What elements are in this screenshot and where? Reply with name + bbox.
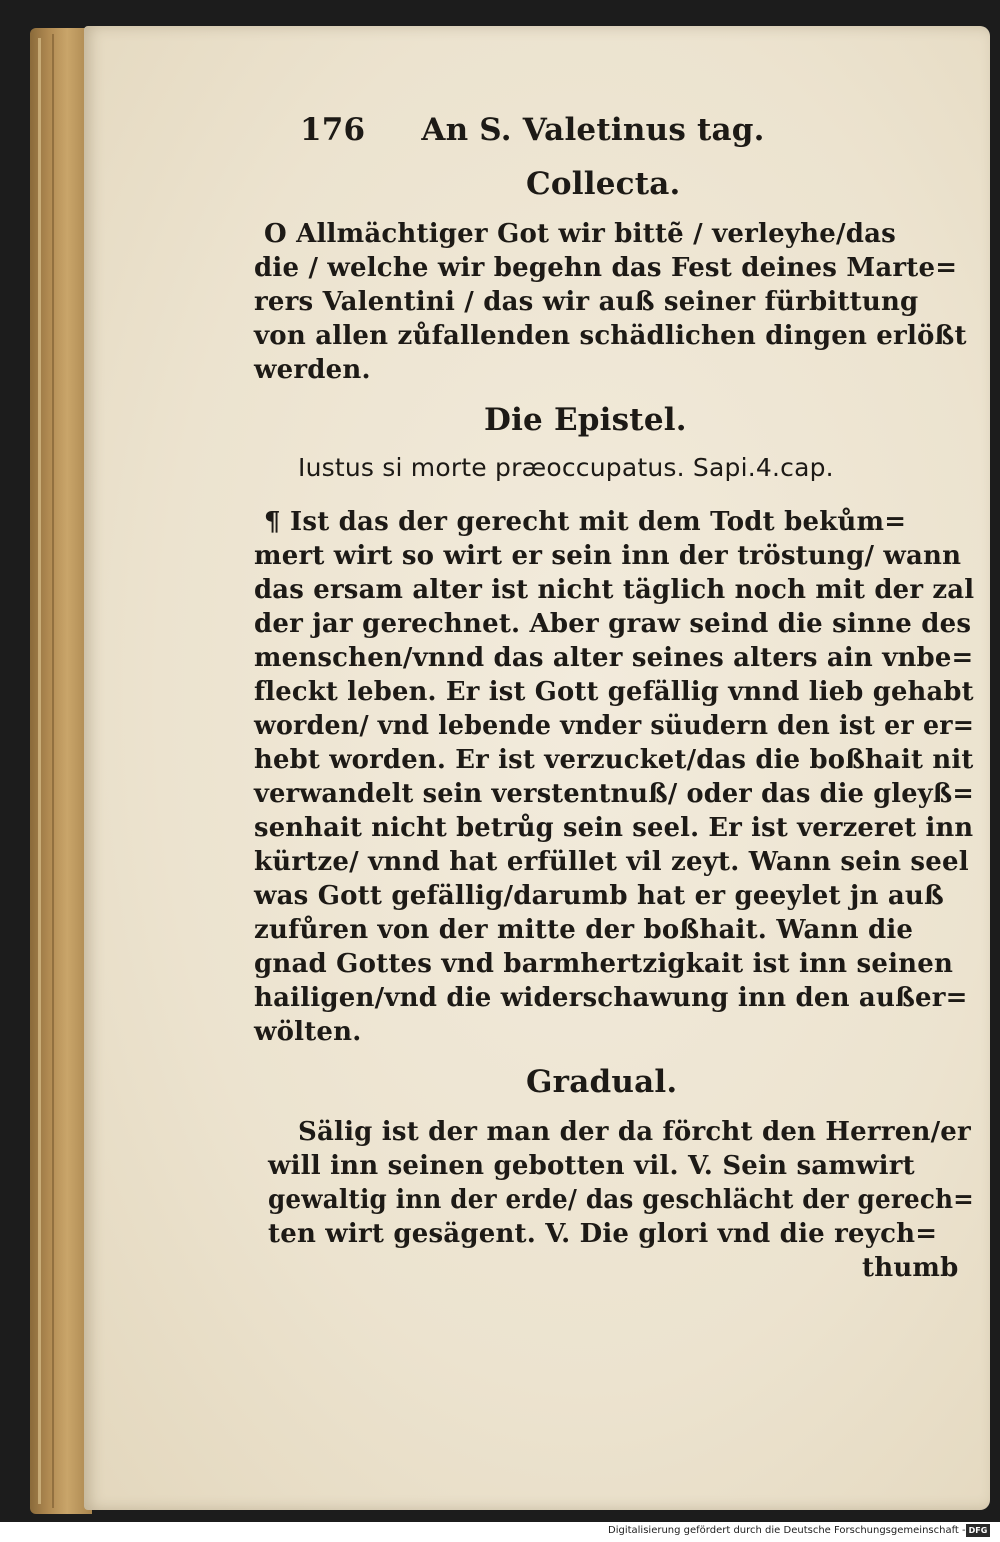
collecta-line: O Allmächtiger Got wir bittẽ / verleyhe/das — [264, 219, 896, 249]
epistel-line: verwandelt sein verstentnuß/ oder das die gleyß= — [254, 779, 975, 809]
epistel-reference: Iustus si morte præoccupatus. Sapi.4.cap. — [298, 453, 834, 482]
dfg-logo: DFG — [966, 1524, 990, 1537]
epistel-line: hailigen/vnd die widerschawung inn den außer= — [254, 983, 968, 1013]
catchword: thumb — [862, 1253, 959, 1283]
collecta-line: rers Valentini / das wir auß seiner fürbittung — [254, 287, 919, 317]
epistel-line: worden/ vnd lebende vnder süudern den ist er er= — [254, 711, 975, 741]
running-head — [300, 114, 765, 146]
epistel-line: ¶ Ist das der gerecht mit dem Todt bekům= — [264, 507, 907, 537]
epistel-line: das ersam alter ist nicht täglich noch mit der zal — [254, 575, 975, 605]
digitization-credit: Digitalisierung gefördert durch die Deutsche Forschungsgemeinschaft - — [608, 1525, 966, 1536]
epistel-line: hebt worden. Er ist verzucket/das die boßhait nit — [254, 745, 974, 775]
epistel-line: zufůren von der mitte der boßhait. Wann die — [254, 915, 914, 945]
section-heading-epistel: Die Epistel. — [484, 402, 687, 438]
epistel-line: der jar gerechnet. Aber graw seind die sinne des — [254, 609, 972, 639]
page-number: 176 — [300, 112, 366, 148]
gradual-line: gewaltig inn der erde/ das geschlächt der gerech= — [268, 1185, 975, 1215]
epistel-line: wölten. — [254, 1017, 362, 1047]
gradual-line: ten wirt gesägent. V. Die glori vnd die reych= — [268, 1219, 938, 1249]
epistel-line: gnad Gottes vnd barmhertzigkait ist inn seinen — [254, 949, 954, 979]
book-page — [84, 26, 990, 1510]
book-edge — [30, 28, 92, 1514]
epistel-line: menschen/vnnd das alter seines alters ain vnbe= — [254, 643, 974, 673]
collecta-line: von allen zůfallenden schädlichen dingen erlößt — [254, 321, 967, 351]
gradual-line: Sälig ist der man der da förcht den Herren/er — [298, 1117, 971, 1147]
epistel-line: was Gott gefällig/darumb hat er geeylet jn auß — [254, 881, 944, 911]
running-title: An S. Valetinus tag. — [421, 112, 765, 148]
collecta-line: werden. — [254, 355, 371, 385]
gradual-line: will inn seinen gebotten vil. V. Sein samwirt — [268, 1151, 915, 1181]
epistel-line: kürtze/ vnnd hat erfüllet vil zeyt. Wann sein seel — [254, 847, 969, 877]
section-heading-gradual: Gradual. — [526, 1064, 678, 1100]
epistel-line: fleckt leben. Er ist Gott gefällig vnnd lieb gehabt — [254, 677, 974, 707]
epistel-line: mert wirt so wirt er sein inn der tröstung/ wann — [254, 541, 962, 571]
section-heading-collecta: Collecta. — [526, 166, 681, 202]
collecta-line: die / welche wir begehn das Fest deines Marte= — [254, 253, 958, 283]
epistel-line: senhait nicht betrůg sein seel. Er ist verzeret inn — [254, 813, 974, 843]
